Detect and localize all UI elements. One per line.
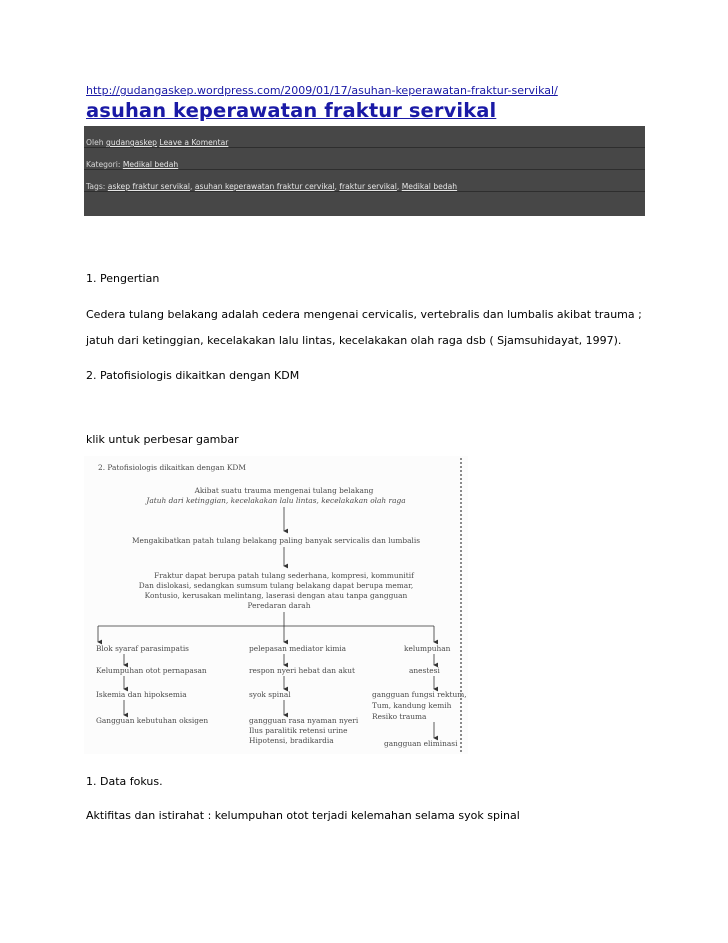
heading-patofisiologis: 2. Patofisiologis dikaitkan dengan KDM (86, 369, 300, 382)
kdm-flowchart (84, 456, 468, 754)
diagram-center-1: pelepasan mediator kimia (249, 644, 347, 653)
paragraph-line: Cedera tulang belakang adalah cedera mengenai cervicalis, vertebralis dan lumbalis akibat trauma ; (86, 308, 642, 321)
meta-empty-row (84, 192, 645, 214)
diagram-right-3-line-2: Tum, kandung kemih (372, 701, 452, 710)
meta-by-label: Oleh (86, 138, 104, 147)
diagram-right-2: anestesi (409, 666, 440, 675)
enlarge-image-link[interactable]: klik untuk perbesar gambar (86, 433, 239, 446)
diagram-center-4-line-2: Ilus paralitik retensi urine (249, 726, 348, 735)
meta-category-row (84, 148, 645, 170)
author-link[interactable]: gudangaskep (106, 138, 157, 147)
meta-author-row (84, 126, 645, 148)
post-url-link[interactable]: http://gudangaskep.wordpress.com/2009/01/17/asuhan-keperawatan-fraktur-servikal/ (86, 84, 558, 97)
kdm-diagram-image[interactable] (84, 456, 468, 754)
category-link[interactable]: Medikal bedah (122, 160, 179, 169)
diagram-right-3-line-3: Resiko trauma (372, 712, 427, 721)
diagram-mid-2-line-2: Dan dislokasi, sedangkan sumsum tulang belakang dapat berupa memar, (138, 581, 414, 590)
diagram-left-1: Blok syaraf parasimpatis (96, 644, 189, 653)
meta-tags-row: Tags: askep fraktur servikal, asuhan keperawatan fraktur cervikal, fraktur servikal, Medikal bedah (84, 170, 645, 192)
meta-category-label: Kategori: (86, 160, 121, 169)
diagram-mid-1: Mengakibatkan patah tulang belakang paling banyak servicalis dan lumbalis (131, 536, 421, 545)
diagram-mid-2-line-1: Fraktur dapat berupa patah tulang sederhana, kompresi, kommunitif (154, 571, 414, 580)
paragraph-line: jatuh dari ketinggian, kecelakakan lalu lintas, kecelakakan olah raga dsb ( Sjamsuhidayat, 1997). (86, 334, 622, 347)
tag-link[interactable]: askep fraktur servikal (107, 182, 190, 191)
diagram-center-3: syok spinal (249, 690, 291, 699)
diagram-top-line-2: Jatuh dari ketinggian, kecelakakan lalu lintas, kecelakakan olah raga (146, 496, 406, 505)
diagram-center-4-line-1: gangguan rasa nyaman nyeri (249, 716, 359, 725)
diagram-center-4-line-3: Hipotensi, bradikardia (249, 736, 334, 745)
diagram-right-1: kelumpuhan (404, 644, 451, 653)
diagram-mid-2-line-4: Peredaran darah (247, 601, 311, 610)
diagram-left-4: Gangguan kebutuhan oksigen (96, 716, 209, 725)
paragraph-line: Aktifitas dan istirahat : kelumpuhan otot terjadi kelemahan selama syok spinal (86, 809, 520, 822)
post-meta-box (84, 126, 645, 216)
diagram-caption: 2. Patofisiologis dikaitkan dengan KDM (98, 463, 246, 472)
tag-link[interactable]: asuhan keperawatan fraktur cervikal (194, 182, 335, 191)
diagram-right-4: gangguan eliminasi (384, 739, 458, 748)
diagram-center-2: respon nyeri hebat dan akut (249, 666, 355, 675)
heading-pengertian: 1. Pengertian (86, 272, 160, 285)
post-title[interactable]: asuhan keperawatan fraktur servikal (86, 99, 497, 122)
diagram-mid-2-line-3: Kontusio, kerusakan melintang, laserasi dengan atau tanpa gangguan (144, 591, 408, 600)
diagram-left-2: Kelumpuhan otot pernapasan (96, 666, 207, 675)
tag-link[interactable]: Medikal bedah (401, 182, 458, 191)
meta-tags-label: Tags: (86, 182, 106, 191)
diagram-left-3: Iskemia dan hipoksemia (96, 690, 187, 699)
diagram-top-line-1: Akibat suatu trauma mengenai tulang belakang (194, 486, 374, 495)
tag-link[interactable]: fraktur servikal (339, 182, 397, 191)
heading-data-fokus: 1. Data fokus. (86, 775, 163, 788)
leave-comment-link[interactable]: Leave a Komentar (159, 138, 229, 147)
diagram-right-3-line-1: gangguan fungsi rektum, (372, 690, 467, 699)
